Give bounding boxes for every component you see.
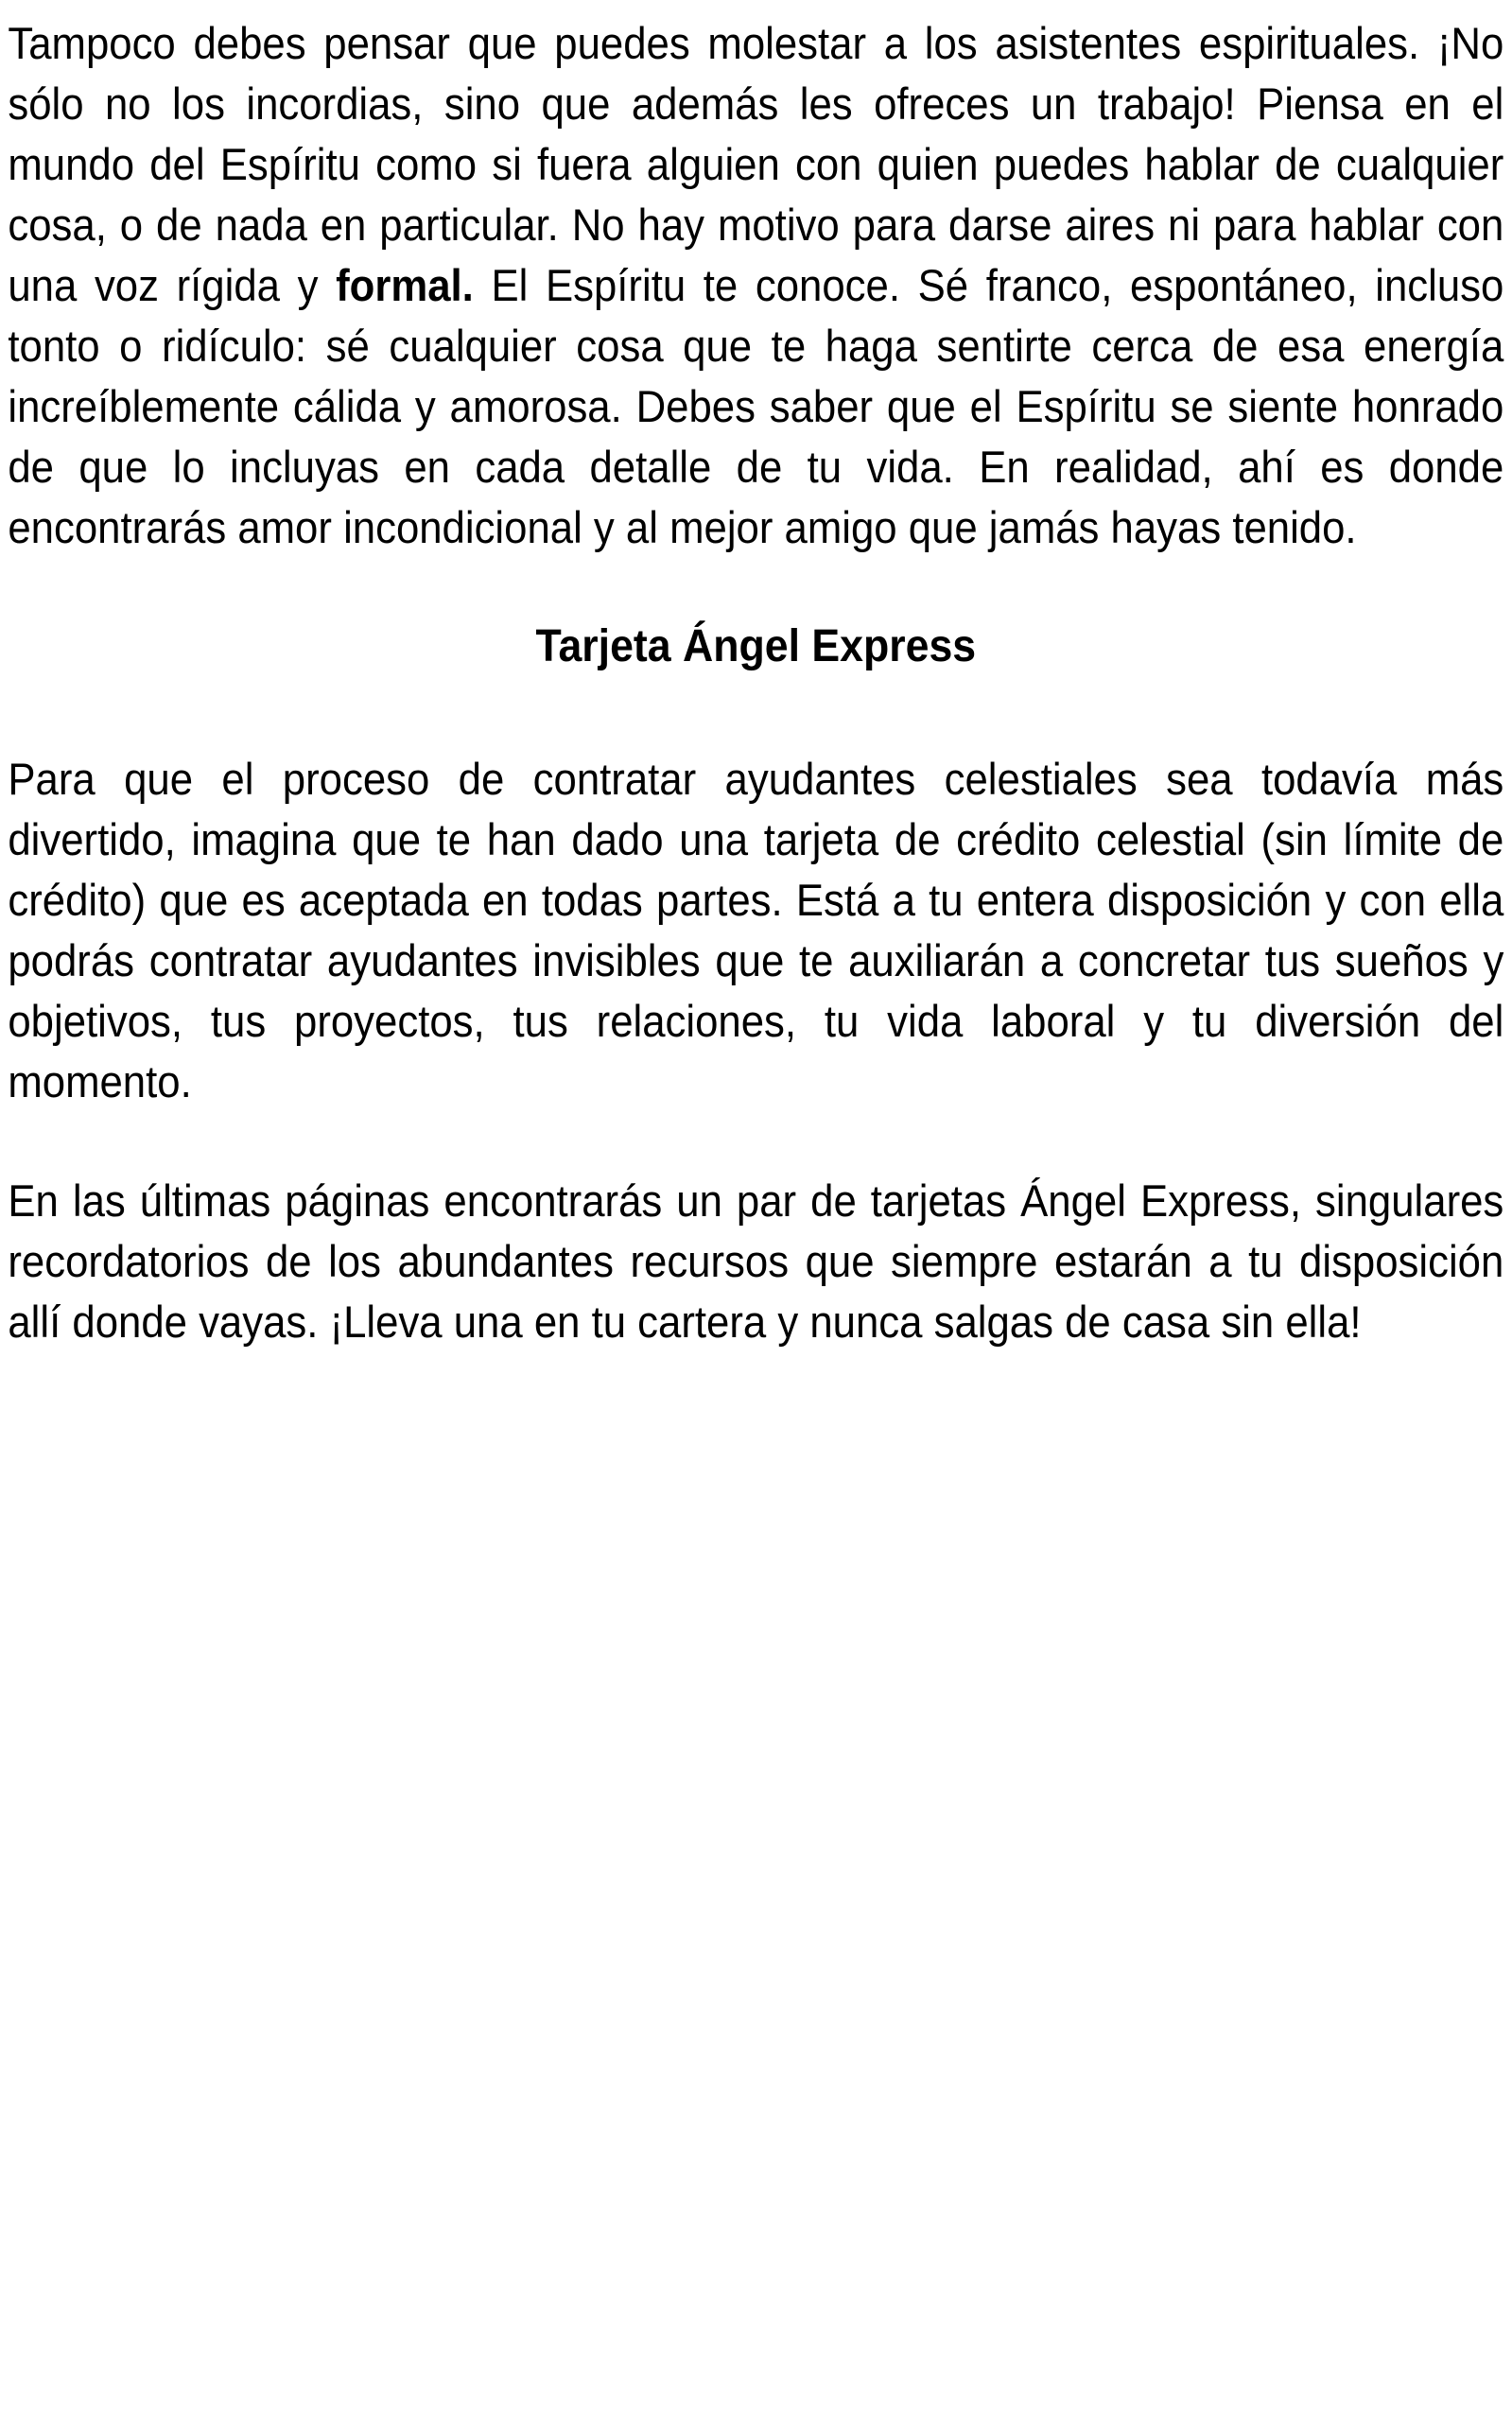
paragraph-1-text-before-bold: Tampoco debes pensar que puedes molestar a los asistentes espirituales. ¡No sólo no los incordias, sino que además les ofreces un trabajo! Piensa en el mundo del Espíritu como si fuera alguien con quien puedes hablar de cualquier cosa, o de nada en particular. No hay motivo para darse aires ni para hablar con una voz rígida y (8, 18, 1504, 310)
section-heading: Tarjeta Ángel Express (535, 621, 977, 671)
paragraph-2: Para que el proceso de contratar ayudantes celestiales sea todavía más divertido, imagina que te han dado una tarjeta de crédito celestial (sin límite de crédito) que es aceptada en todas partes. Está a tu entera disposición y con ella podrás contratar ayudantes invisibles que te auxiliarán a concretar tus sueños y objetivos, tus proyectos, tus relaciones, tu vida laboral y tu diversión del momento. (8, 754, 1504, 1106)
paragraph-3: En las últimas páginas encontrarás un par de tarjetas Ángel Express, singulares recordatorios de los abundantes recursos que siempre estarán a tu disposición allí donde vayas. ¡Lleva una en tu cartera y nunca salgas de casa sin ella! (8, 1175, 1504, 1347)
paragraph-1-bold-word: formal. (336, 260, 474, 310)
paragraph-1 (8, 13, 1503, 558)
paragraph-1-text-after-bold: El Espíritu te conoce. Sé franco, espontáneo, incluso tonto o ridículo: sé cualquier cosa que te haga sentirte cerca de esa energía increíblemente cálida y amorosa. Debes saber que el Espíritu se siente honrado de que lo incluyas en cada detalle de tu vida. En realidad, ahí es donde encontrarás amor incondicional y al mejor amigo que jamás hayas tenido. (8, 260, 1504, 552)
